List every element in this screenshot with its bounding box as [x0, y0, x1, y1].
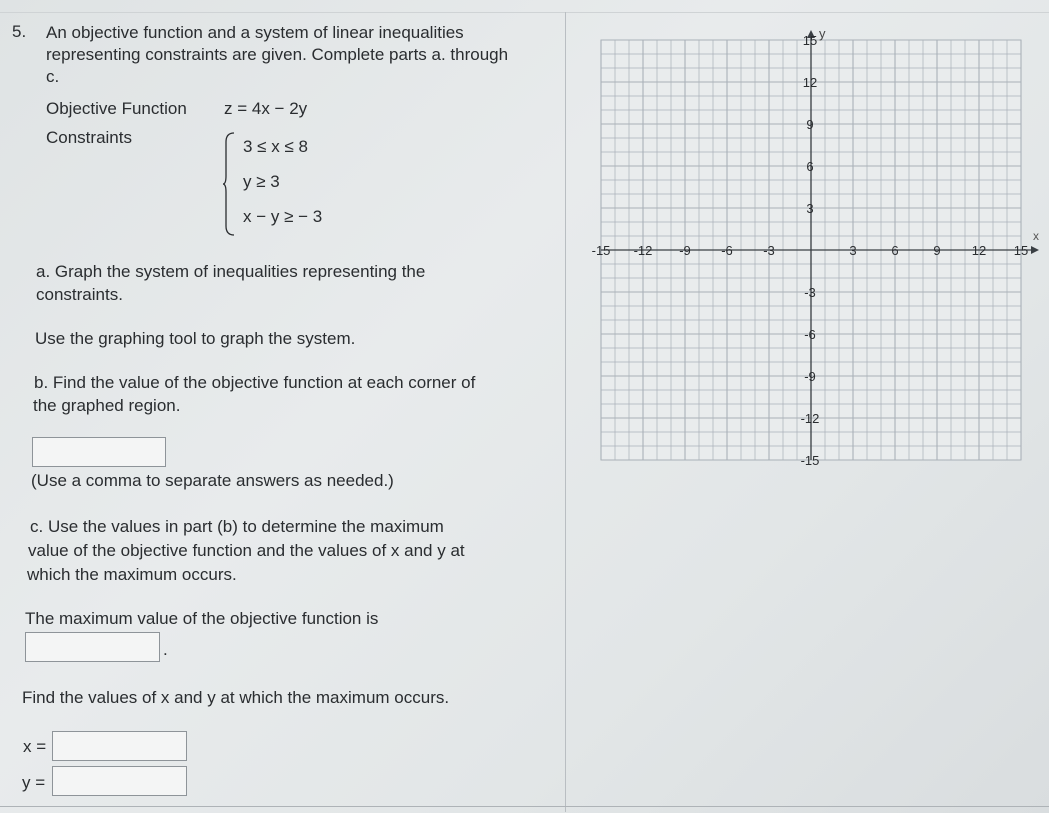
bottom-border	[0, 806, 1049, 807]
objective-expression: z = 4x − 2y	[224, 99, 308, 118]
x-value-input[interactable]	[52, 731, 187, 761]
x-tick-label: 9	[933, 243, 941, 258]
y-tick-label: 6	[806, 159, 814, 174]
x-axis-arrow	[1031, 246, 1039, 254]
y-tick-label: -6	[804, 327, 816, 342]
y-tick-label: -15	[800, 453, 820, 468]
part-b-answer-input[interactable]	[32, 437, 166, 467]
part-c-text-line2: value of the objective function and the values of x and y at	[28, 541, 465, 560]
x-label: x =	[23, 737, 47, 756]
x-tick-label: 12	[971, 243, 987, 258]
constraint-1: 3 ≤ x ≤ 8	[243, 137, 308, 156]
y-tick-label: 3	[806, 201, 814, 216]
x-tick-label: -12	[633, 243, 653, 258]
y-tick-label: 15	[802, 33, 818, 48]
x-tick-label: 6	[891, 243, 899, 258]
question-intro: An objective function and a system of linear inequalities representing constraints are given. Complete parts a. through c.	[46, 23, 509, 86]
part-a-text-line2: constraints.	[36, 285, 123, 304]
y-tick-label: -3	[804, 285, 816, 300]
part-a-text-line1: a. Graph the system of inequalities representing the	[36, 262, 426, 281]
x-tick-label: 15	[1013, 243, 1029, 258]
part-b-hint: (Use a comma to separate answers as needed.)	[31, 471, 394, 490]
x-tick-label: -9	[679, 243, 691, 258]
part-c-text-line3: which the maximum occurs.	[27, 565, 237, 584]
y-tick-label: 9	[806, 117, 814, 132]
max-value-prompt: The maximum value of the objective function is	[25, 609, 379, 628]
x-tick-label: -3	[763, 243, 775, 258]
constraints-brace	[222, 132, 236, 236]
x-tick-label: -6	[721, 243, 733, 258]
part-b-text-line1: b. Find the value of the objective function at each corner of	[34, 373, 476, 392]
y-value-input[interactable]	[52, 766, 187, 796]
y-tick-label: -9	[804, 369, 816, 384]
x-tick-label: 3	[849, 243, 857, 258]
constraints-label: Constraints	[46, 128, 132, 147]
part-a-instruction: Use the graphing tool to graph the system.	[35, 329, 356, 348]
x-axis-label: x	[1033, 229, 1039, 243]
max-value-input[interactable]	[25, 632, 160, 662]
graphing-grid[interactable]	[591, 26, 1041, 470]
find-xy-prompt: Find the values of x and y at which the maximum occurs.	[22, 688, 450, 707]
constraint-2: y ≥ 3	[243, 172, 280, 191]
objective-label: Objective Function	[46, 99, 187, 118]
y-tick-label: -12	[800, 411, 820, 426]
y-tick-label: 12	[802, 75, 818, 90]
x-tick-label: -15	[591, 243, 611, 258]
constraint-3: x − y ≥ − 3	[243, 207, 323, 226]
y-label: y =	[22, 773, 46, 792]
max-value-period: .	[163, 640, 168, 659]
part-b-text-line2: the graphed region.	[33, 396, 181, 415]
part-c-text-line1: c. Use the values in part (b) to determine the maximum	[30, 517, 444, 536]
y-axis-label: y	[819, 26, 826, 41]
panel-divider	[565, 12, 566, 812]
top-border	[0, 12, 1049, 13]
question-number: 5.	[12, 22, 27, 41]
